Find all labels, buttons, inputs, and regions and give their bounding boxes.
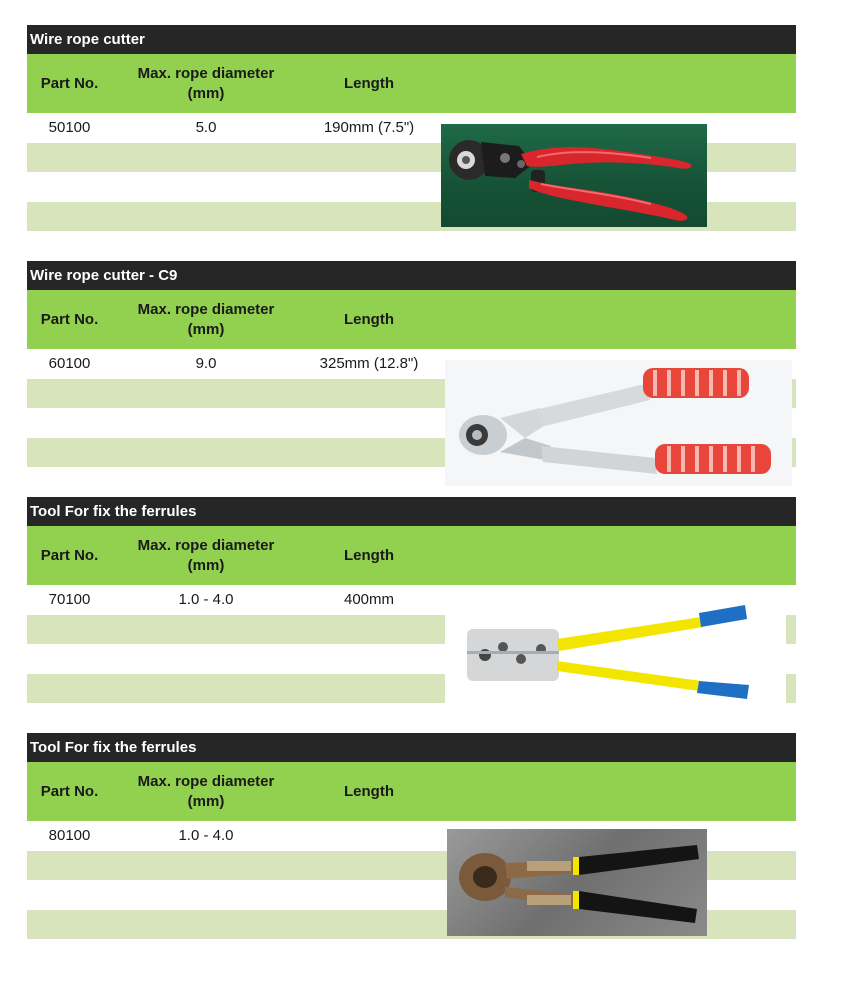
header-part-no: Part No.: [40, 546, 99, 564]
wire-rope-cutter-c9-icon: [445, 360, 792, 486]
length-value: 325mm (12.8"): [319, 355, 419, 372]
header-diameter: Max. rope diameter (mm): [137, 64, 275, 102]
wire-rope-cutter-red-handle-icon: [441, 124, 707, 227]
part-no-value: 60100: [48, 355, 91, 372]
header-length: Length: [344, 310, 394, 328]
table-header: [27, 54, 796, 113]
section-title: Wire rope cutter - C9: [27, 261, 796, 290]
header-length: Length: [344, 782, 394, 800]
part-no-value: 50100: [48, 119, 91, 136]
table-header: [27, 762, 796, 821]
diameter-value: 9.0: [195, 355, 217, 372]
header-length: Length: [344, 74, 394, 92]
table-header: [27, 526, 796, 585]
length-value: 400mm: [343, 591, 395, 608]
part-no-value: 80100: [48, 827, 91, 844]
diameter-value: 1.0 - 4.0: [178, 827, 234, 844]
header-part-no: Part No.: [40, 74, 99, 92]
section-title: Tool For fix the ferrules: [27, 733, 796, 762]
ferrule-crimping-tool-icon: [445, 599, 786, 705]
diameter-value: 1.0 - 4.0: [178, 591, 234, 608]
end-cutting-pliers-icon: [447, 829, 707, 936]
section-title: Wire rope cutter: [27, 25, 796, 54]
header-diameter: Max. rope diameter (mm): [137, 536, 275, 574]
header-diameter: Max. rope diameter (mm): [137, 772, 275, 810]
header-part-no: Part No.: [40, 782, 99, 800]
header-part-no: Part No.: [40, 310, 99, 328]
length-value: [295, 821, 443, 851]
section-title: Tool For fix the ferrules: [27, 497, 796, 526]
diameter-value: 5.0: [195, 119, 217, 136]
part-no-value: 70100: [48, 591, 91, 608]
length-value: 190mm (7.5"): [323, 119, 415, 136]
header-length: Length: [344, 546, 394, 564]
table-header: [27, 290, 796, 349]
header-diameter: Max. rope diameter (mm): [137, 300, 275, 338]
